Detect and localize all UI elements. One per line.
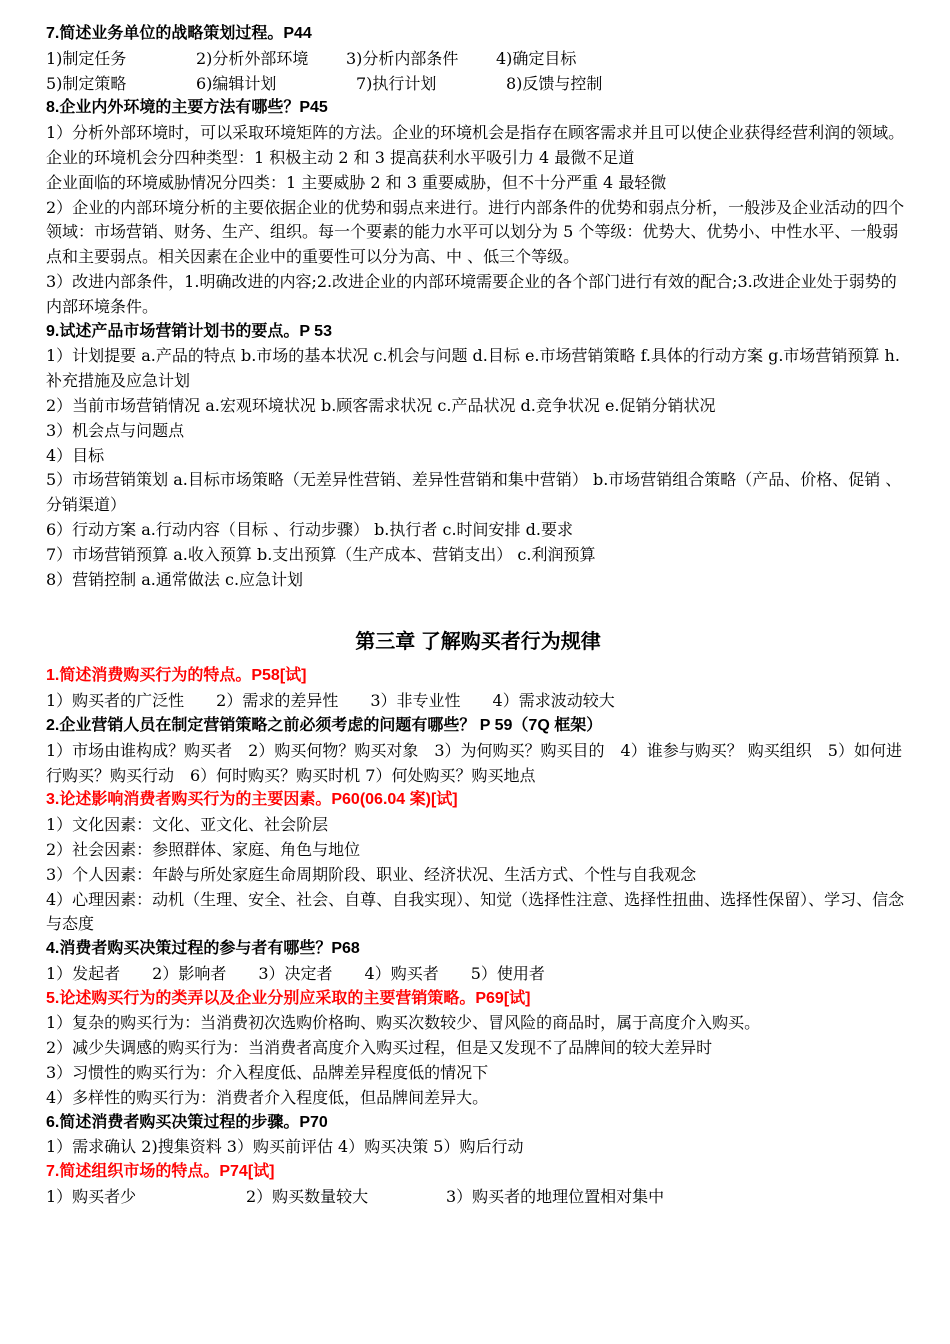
question-heading: 4.消费者购买决策过程的参与者有哪些？P68: [46, 940, 360, 958]
answer-paragraph: 1）市场由谁构成？购买者 2）购买何物？购买对象 3）为何购买？购买目的 4）谁参与购买？ 购买组织 5）如何进行购买？购买行动 6）何时购买？购买时机 7）何处购买？购买地点: [46, 740, 902, 785]
answer-paragraph: 2）减少失调感的购买行为：当消费者高度介入购买过程，但是又发现不了品牌间的较大差异时: [46, 1038, 713, 1058]
list-item: 2）购买数量较大: [246, 1187, 369, 1207]
answer-paragraph: 3）个人因素：年龄与所处家庭生命周期阶段、职业、经济状况、生活方式、个性与自我观念: [46, 864, 697, 884]
answer-paragraph: 2）企业的内部环境分析的主要依据企业的优势和弱点来进行。进行内部条件的优势和弱点分析，一般涉及企业活动的四个领域：市场营销、财务、生产、组织。每一个要素的能力水平可以划分为 5 个等级：优势大、优势小、中性水平、一般弱点和主要弱点。相关因素在企业中的重要性可以分为高、中 、低三个等级。: [46, 197, 905, 267]
list-item: 8)反馈与控制: [506, 73, 603, 93]
list-item: 3)分析内部条件: [346, 48, 459, 68]
answer-line: [46, 1185, 910, 1210]
answer-paragraph: 4）目标: [46, 445, 105, 465]
answer-paragraph: 4）多样性的购买行为：消费者介入程度低，但品牌间差异大。: [46, 1087, 489, 1107]
answer-paragraph: 8）营销控制 a.通常做法 c.应急计划: [46, 569, 304, 589]
chapter-title: 第三章 了解购买者行为规律: [355, 631, 601, 654]
answer-paragraph: 7）市场营销预算 a.收入预算 b.支出预算（生产成本、营销支出） c.利润预算: [46, 544, 596, 564]
answer-line: [46, 47, 910, 72]
answer-paragraph: 1）复杂的购买行为：当消费初次选购价格昫、购买次数较少、冒风险的商品时，属于高度介入购买。: [46, 1013, 761, 1033]
question-heading: 7.简述业务单位的战略策划过程。P44: [46, 25, 312, 42]
list-item: 1)制定任务: [46, 48, 127, 68]
list-item: 6)编辑计划: [196, 73, 277, 93]
question-heading: 5.论述购买行为的类弄以及企业分别应采取的主要营销策略。P69[试]: [46, 989, 531, 1007]
answer-paragraph: 1）计划提要 a.产品的特点 b.市场的基本状况 c.机会与问题 d.目标 e.市场营销策略 f.具体的行动方案 g.市场营销预算 h.补充措施及应急计划: [46, 346, 900, 391]
answer-paragraph: 1）发起者 2）影响者 3）决定者 4）购买者 5）使用者: [46, 963, 545, 983]
answer-line: [46, 72, 910, 97]
list-item: 1）购买者少: [46, 1187, 137, 1207]
list-item: 4)确定目标: [496, 48, 577, 68]
answer-paragraph: 1）分析外部环境时，可以采取环境矩阵的方法。企业的环境机会是指存在顾客需求并且可以使企业获得经营利润的领域。企业的环境机会分四种类型：1 积极主动 2 和 3 提高获利水平吸引力 4 最微不足道: [46, 123, 905, 167]
answer-paragraph: 1）文化因素：文化、亚文化、社会阶层: [46, 815, 329, 835]
question-heading: 1.简述消费购买行为的特点。P58[试]: [46, 667, 307, 685]
answer-paragraph: 1）购买者的广泛性 2）需求的差异性 3）非专业性 4）需求波动较大: [46, 691, 615, 711]
answer-paragraph: 3）习惯性的购买行为：介入程度低、品牌差异程度低的情况下: [46, 1063, 489, 1083]
list-item: 3）购买者的地理位置相对集中: [446, 1187, 665, 1207]
question-heading: 8.企业内外环境的主要方法有哪些？P45: [46, 99, 328, 117]
question-heading: 6.简述消费者购买决策过程的步骤。P70: [46, 1113, 328, 1131]
list-item: 2)分析外部环境: [196, 48, 309, 68]
question-heading: 2.企业营销人员在制定营销策略之前必须考虑的问题有哪些？ P 59（7Q 框架）: [46, 716, 603, 734]
answer-paragraph: 5）市场营销策划 a.目标市场策略（无差异性营销、差异性营销和集中营销） b.市场营销组合策略（产品、价格、促销 、分销渠道）: [46, 470, 902, 515]
question-heading: 3.论述影响消费者购买行为的主要因素。P60(06.04 案)[试]: [46, 791, 458, 809]
list-item: 5)制定策略: [46, 73, 127, 93]
answer-paragraph: 3）改进内部条件，1.明确改进的内容;2.改进企业的内部环境需要企业的各个部门进行有效的配合;3.改进企业处于弱势的内部环境条件。: [46, 271, 897, 316]
answer-paragraph: 1）需求确认 2)搜集资料 3）购买前评估 4）购买决策 5）购后行动: [46, 1137, 524, 1157]
answer-paragraph: 6）行动方案 a.行动内容（目标 、行动步骤） b.执行者 c.时间安排 d.要求: [46, 519, 573, 539]
answer-paragraph: 企业面临的环境威胁情况分四类：1 主要威胁 2 和 3 重要威胁，但不十分严重 4 最轻微: [46, 172, 667, 192]
answer-paragraph: 4）心理因素：动机（生理、安全、社会、自尊、自我实现）、知觉（选择性注意、选择性扭曲、选择性保留）、学习、信念与态度: [46, 889, 905, 934]
answer-paragraph: 2）当前市场营销情况 a.宏观环境状况 b.顾客需求状况 c.产品状况 d.竞争状况 e.促销分销状况: [46, 395, 716, 415]
question-heading: 9.试述产品市场营销计划书的要点。P 53: [46, 322, 332, 340]
answer-paragraph: 2）社会因素：参照群体、家庭、角色与地位: [46, 839, 361, 859]
list-item: 7)执行计划: [356, 73, 437, 93]
answer-paragraph: 3）机会点与问题点: [46, 420, 185, 440]
question-heading: 7.简述组织市场的特点。P74[试]: [46, 1163, 275, 1181]
